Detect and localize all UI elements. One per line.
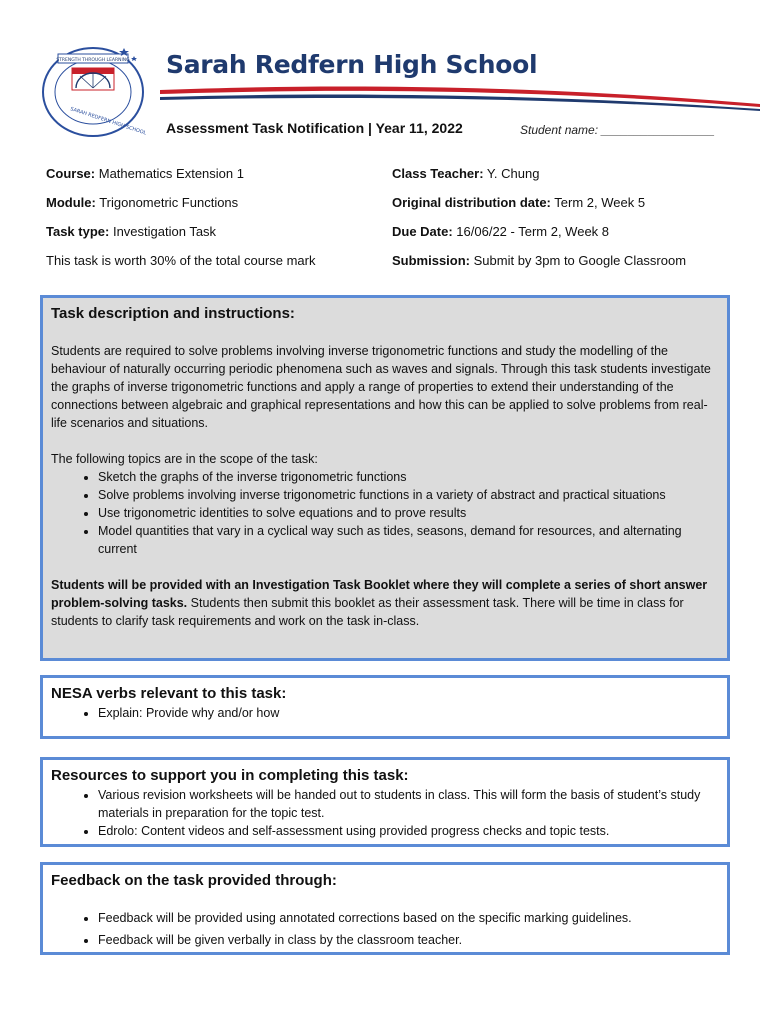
booklet-text <box>51 576 719 630</box>
list-item: • Edrolo: Content videos and self-assessment using provided progress checks and topic tests. <box>98 822 719 840</box>
due-date-info <box>392 224 609 239</box>
resources-list <box>51 786 719 840</box>
feedback-heading: Feedback on the task provided through: <box>51 872 337 889</box>
distribution-info <box>392 195 645 210</box>
nesa-verbs-list <box>51 704 719 722</box>
task-type-label: Task type: <box>46 224 110 239</box>
module-label: Module: <box>46 195 96 210</box>
submission-info <box>392 253 686 268</box>
due-date-label: Due Date: <box>392 224 453 239</box>
submission-value: Submit by 3pm to Google Classroom <box>470 253 687 268</box>
resources-heading: Resources to support you in completing this task: <box>51 767 409 784</box>
course-label: Course: <box>46 166 96 181</box>
feedback-box <box>40 862 730 955</box>
list-item: • Solve problems involving inverse trigonometric functions in a variety of abstract and practical situations <box>98 486 719 504</box>
course-info <box>46 166 244 181</box>
topics-lead: The following topics are in the scope of the task: <box>51 452 318 466</box>
crest-ring-text: SARAH REDFERN HIGH SCHOOL <box>69 106 147 137</box>
task-description-text: Students are required to solve problems involving inverse trigonometric functions and study the modelling of the behaviour of naturally occurring periodic phenomena such as waves and signals. Through this task students investigate the graphs of inverse trigonometric functions and apply a range of properties to extend their understanding of the connections between algebraic and graphical representations and how this can be applied to solve problems from real-life scenarios and situations. <box>51 344 711 430</box>
school-name: Sarah Redfern High School <box>166 50 538 79</box>
task-description-heading: Task description and instructions: <box>51 305 295 322</box>
feedback-list <box>51 909 719 949</box>
distribution-value: Term 2, Week 5 <box>550 195 646 210</box>
teacher-label: Class Teacher: <box>392 166 484 181</box>
list-item: • Sketch the graphs of the inverse trigonometric functions <box>98 468 719 486</box>
task-type-info <box>46 224 216 239</box>
info-row <box>46 195 736 215</box>
crest-motto: STRENGTH THROUGH LEARNING <box>56 58 130 63</box>
due-date-value: 16/06/22 - Term 2, Week 8 <box>452 224 610 239</box>
module-value: Trigonometric Functions <box>95 195 239 210</box>
resources-box <box>40 757 730 847</box>
course-value: Mathematics Extension 1 <box>95 166 244 181</box>
booklet-bold-text: Students will be provided with an Investigation Task Booklet where they will complete a series of short answer problem-solving tasks. <box>51 578 708 610</box>
info-row <box>46 224 736 244</box>
teacher-info <box>392 166 539 181</box>
header-swoosh-icon <box>160 82 760 116</box>
teacher-value: Y. Chung <box>483 166 540 181</box>
nesa-verbs-box <box>40 675 730 739</box>
booklet-rest-text: Students then submit this booklet as their assessment task. There will be time in class for students to clarify task requirements and work on the task in-class. <box>51 596 684 628</box>
list-item: • Various revision worksheets will be handed out to students in class. This will form the basis of student’s study materials in preparation for the topic test. <box>98 786 719 822</box>
task-description-box <box>40 295 730 661</box>
task-type-value: Investigation Task <box>109 224 217 239</box>
list-item: • Use trigonometric identities to solve equations and to prove results <box>98 504 719 522</box>
assessment-notice-title: Assessment Task Notification | Year 11, 2022 <box>166 120 463 136</box>
document-header <box>0 0 770 150</box>
school-crest-icon <box>38 40 148 140</box>
list-item: • Model quantities that vary in a cyclical way such as tides, seasons, demand for resources, and alternating current <box>98 522 719 558</box>
list-item: • Explain: Provide why and/or how <box>98 704 719 722</box>
info-row <box>46 253 736 273</box>
student-name-field[interactable]: Student name: _________________ <box>520 123 715 137</box>
task-weighting: This task is worth 30% of the total course mark <box>46 253 316 268</box>
topics-list <box>51 468 719 558</box>
distribution-label: Original distribution date: <box>392 195 551 210</box>
list-item: • Feedback will be provided using annotated corrections based on the specific marking guidelines. <box>98 909 719 927</box>
module-info <box>46 195 238 210</box>
info-row <box>46 166 736 186</box>
list-item: • Feedback will be given verbally in class by the classroom teacher. <box>98 931 719 949</box>
submission-label: Submission: <box>392 253 471 268</box>
nesa-verbs-heading: NESA verbs relevant to this task: <box>51 685 287 702</box>
